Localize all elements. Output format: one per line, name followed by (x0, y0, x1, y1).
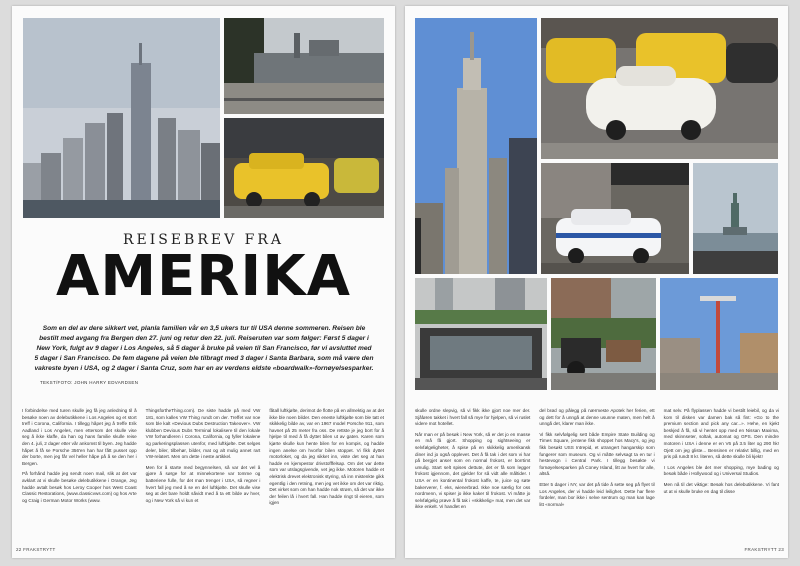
photo-porsche-taxis (541, 18, 778, 159)
body-column (415, 408, 530, 536)
body-column (269, 408, 384, 536)
body-paragraph: mat selv. På flyplassen hadde vi bestilt leiebil, og da vi kom til disken var damen bak så fint: «Go to the premium section and pick any car...». Hehe, en kjekt beskjed å få, så vi hentet opp med en Nissan Maxima, med skinnseter, soltak, automat og GPS. Den mindre motoren i USA i denne er en V6 på 3.5 liter og 290 hk! Ojett om jeg gliste... Bensinen er relativt billig, med en pris på rundt 8 kr. literen, så dette skulle bli kjekt! (663, 408, 779, 460)
photo-manhattan-skyline (23, 18, 220, 218)
body-paragraph: Etter 5 dager i NY, var det på tide å sette seg på flyet til Los Angeles, der vi hadde leid leilighet. Dette har flere fordeler, man bor ikke i selve sentrum og man kan lage litt «normal» (539, 481, 655, 507)
body-column (22, 408, 137, 536)
photo-empire-state-building (415, 18, 537, 274)
body-paragraph: del brød og pålegg på nærmeste Apotek her ferien, ett og dett for å unngå at denne usunne maten, men helt å unngå det, klarer man ikke. (539, 408, 655, 427)
body-paragraph: Når man er på besøk i New York, så er det jo en masse en må få gjort. Shopping og sightseeing er selvfølgeligheter, å spise på en skikkelig amerikansk diner ind jo også opplevet. Det å få tak i det som vi har på bergjet anser som en normal frokost, er borrtimt umulig. Start selt spises dettute, det er få som legger frokost igjennom, det gjelder for så vidt alle måltider. I USA er en kontinental frokost kaffe, te, juice og søte bakerverer, f. eks, wienerbrød. Ikke noe særlig for oss nordmenn, vi spiser jo ikke kaker til frokost. Vi måtte jo selvfølgelig prøve å få tak i «skikkelig» mat, men det var ikke enkelt. Vi handlet en (415, 431, 531, 510)
photo-uss-intrepid (224, 18, 384, 114)
page-folio: FRAKSTRYTT 23 (744, 547, 784, 552)
photo-nypd-car (541, 163, 689, 274)
body-paragraph: Men for å starte med begynnelsen, så var det vel å gjøre å sørge for at minnekortene var tomme og batteriene fulle, for det man trenger i USA, så regner i hvert fall jeg med å se en del luftkjølte. Det skulle vise seg at det bare holdt såvidt med å ta ett bilde av hver, og i New York så vi kun et (145, 464, 261, 503)
body-paragraph: fåtall luftkjølte, derimot de flotte på en allmektig av at det ikke ble noen bilder. Den eneste luftkjølte som ble tatt et skikkelig bilde av, var en 1967 model Porsche 911, som havnet på 25 meter fra oss. De rettste je jeg bort for å hjelpe til med å få dyttet bilen ut av gaten. Karen som kjørte skulle kun hente bilen for en kompis, og hadde ingen anelse om hvorfor bilen stoppet. Vi fikk dyttet motorloket, og da jeg sikket inn, viste det seg at han hadde en kjempestor drivstofffelsap. Om det var dette som var utslagsgivende, vet jeg ikke. Motoren hadde et elektrisk drevet elektronisk styring, så inn mistenkte gikk egentlig i den retning, men jeg vet ikke om det var riktig. Det virket som om han hadde nok strøm, så det var ikke der feilen lå i hvert fall. Han hadde ringt til eieren, som igjen (269, 408, 385, 506)
page-folio: 22 FRAKSTRYTT (16, 547, 56, 552)
right-page (405, 6, 788, 558)
body-paragraph: I Los Angeles ble det mer shopping, mye bading og besøk både i Hollywood og i Universal Studios. (663, 464, 779, 477)
body-paragraph: På forhånd hadde jeg sendt noen mail, slik at det var avklart at vi skulle besøke delebutikkene i Orange, Jeg hadde avtalt besøk hos Leroy Cooper hos West Coast Classic Restorations, (www.classicvws.com) og hos Arte og Craig i German Motor Works (www. (22, 471, 137, 503)
left-page (12, 6, 395, 558)
body-column (539, 408, 654, 536)
body-column (664, 408, 779, 536)
article-intro: Som en del av dere sikkert vet, planla familien vår en 3,5 ukers tur til USA denne sommeren. Reisen ble bestilt med avgang fra Bergen den 27. juni og retur den 22. juli. Reiseruten var som følger: Først 5 dager i New York, fulgt av 9 dager i Los Angeles, så 5 dager å bruke på veien til San Francisco, før vi avsluttet med 5 dager i San Francisco. De fem dagene på veien ble tilbragt med 3 dager i Santa Barbara, som må være den vakreste byen i USA, og 2 dager i Santa Cruz, som har en av verdens eldste «boardwalk»-fornøyelsesparker. (34, 325, 374, 372)
body-column (146, 408, 261, 536)
photo-credit: TEKST/FOTO: JOHN HARRY EDVARDSEN (40, 380, 139, 385)
article-kicker: REISEBREV FRA (122, 232, 285, 248)
article-title: AMERIKA (55, 244, 351, 309)
photo-central-park-carriage (551, 278, 656, 390)
body-paragraph: skulle ordne slepvig, så vi fikk ikke gjort noe mer der. Sjåføren takket i hvert fall så mye for hjelpen, så vi ruslet videre mot hotellet. (415, 408, 531, 427)
left-body-columns (22, 408, 384, 536)
photo-statue-of-liberty (693, 163, 778, 274)
photo-coney-island (660, 278, 778, 390)
body-paragraph: Vi fikk selvfølgelig sett både Empire State Building og Times Square, jentene fikk shoppet hos Macy's, og jeg fikk besøkt USS Intrepid, et utrangert hangarskip som fungerer som museum. Og vi måtte selvsagt ta en tur i hestevogn i Central Park. I tillegg besøkte vi fornøyelsesparken på Coney Island, litt av hvert for alle, altså. (539, 431, 655, 477)
photo-911-memorial (415, 278, 547, 390)
body-paragraph: ThingsfortheThing.com). De siste hadde på med VW 181, som kalles VW Thing rundt om der. Treffet var noe som ble kalt «Devious Dubs Destruction Takeover». VW klubben Devious Dubs Terminal lokalisere til den lokale VW forhandleren i Corona, California, og fyller lokalene og parkeringsplassen utenfor, med luftkjølte. Det selges deler, biler, tilbehør, bilder, mat og alt mulig annet rart VW-relatert. Men om dette i neste artikkel. (145, 408, 261, 460)
photo-taxi-street (224, 118, 384, 218)
right-body-columns (415, 408, 779, 536)
body-paragraph: Men nå til det viktige: Besøk hos delebutikkene. Vi fant ut at vi skulle bruke en dag til disse (663, 481, 779, 494)
body-paragraph: I forbindelse med turen skulle jeg få jeg anledning til å besøke noen av delebutikkene i Los Angeles og et stort treff i Corona, California. I tillegg håpet jeg å treffe Erik Aadland i Los Angeles, men ettersom det skulle vise seg å ikke klaffe, da han og hans familie skulle reise den 4. juli, 2 dager etter vår ankomst til byen. Jeg hadde håpet å få se Porsche 356'en han har fått pusset opp der borte, men jeg får vel heller håpe på å se den her i Bergen. (22, 408, 137, 466)
